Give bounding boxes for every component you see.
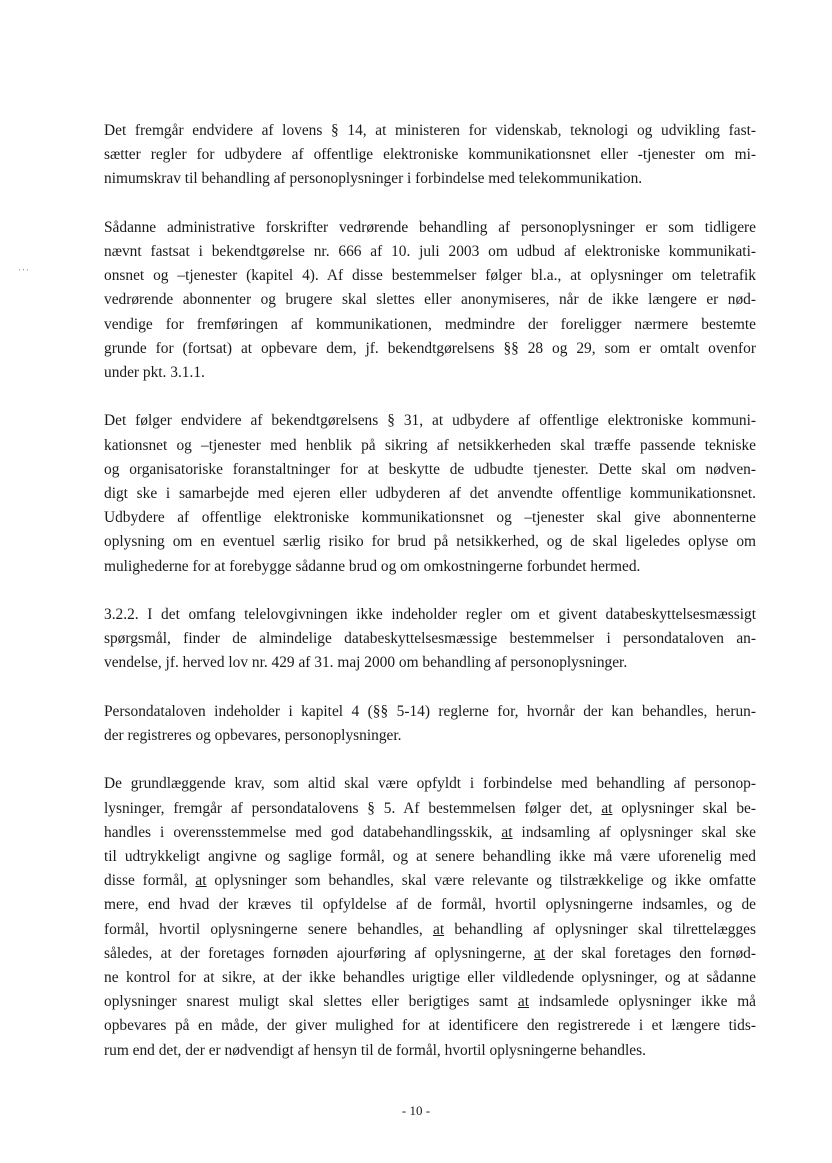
- text-line: Det følger endvidere af bekendtgørelsens § 31, at udbydere af offentlige elektroniske kommuni-: [104, 412, 756, 430]
- text-line: grunde for (fortsat) at opbevare dem, jf. bekendtgørelsens §§ 28 og 29, som er omtalt ovenfor: [104, 339, 756, 357]
- text-line: under pkt. 3.1.1.: [104, 364, 205, 382]
- underlined-at: at: [517, 993, 529, 1011]
- text-line: vendige for fremføringen af kommunikationen, medmindre der foreligger nærmere bestemte: [104, 315, 756, 333]
- text-line: digt ske i samarbejde med ejeren eller udbyderen af det anvendte offentlige kommunikationsnet.: [104, 485, 756, 503]
- paragraph: [104, 119, 756, 192]
- text-line: rum end det, der er nødvendigt af hensyn til de formål, hvortil oplysningerne behandles.: [104, 1041, 646, 1059]
- text-line: mere, end hvad der kræves til opfyldelse af de formål, hvortil oplysningerne indsamles, og de: [104, 896, 756, 914]
- text-line: ne kontrol for at sikre, at der ikke behandles urigtige eller vildledende oplysninger, og at sådanne: [104, 969, 756, 987]
- text-line: handles i overensstemmelse med god databehandlingsskik, at indsamling af oplysninger skal ske: [104, 823, 756, 841]
- scan-speck: ·‧·: [18, 265, 30, 275]
- text-line: vendelse, jf. herved lov nr. 429 af 31. maj 2000 om behandling af personoplysninger.: [104, 654, 628, 672]
- text-line: spørgsmål, finder de almindelige databeskyttelsesmæssige bestemmelser i persondataloven an-: [104, 630, 756, 648]
- text-line: og organisatoriske foranstaltninger for at beskytte de udbudte tjenester. Dette skal om nødven-: [104, 460, 756, 478]
- text-line: oplysninger snarest muligt skal slettes eller berigtiges samt at indsamlede oplysninger ikke må: [104, 993, 756, 1011]
- text-line: vedrørende abonnenter og brugere skal slettes eller anonymiseres, når de ikke længere er nød-: [104, 291, 756, 309]
- underlined-at: at: [601, 799, 613, 817]
- underlined-at: at: [533, 944, 546, 962]
- text-line: disse formål, at oplysninger som behandles, skal være relevante og tilstrækkelige og ikke omfatte: [104, 872, 756, 890]
- text-line: oplysning om en eventuel særlig risiko for brud på netsikkerhed, og de skal ligeledes oplyse om: [104, 533, 756, 551]
- underlined-at: at: [432, 920, 445, 938]
- text-line: formål, hvortil oplysningerne senere behandles, at behandling af oplysninger skal tilrettelægges: [104, 920, 756, 938]
- paragraph: [104, 700, 756, 748]
- text-line: således, at der foretages fornøden ajourføring af oplysningerne, at der skal foretages den fornød-: [104, 944, 756, 962]
- text-line: Udbydere af offentlige elektroniske kommunikationsnet og –tjenester skal give abonnenterne: [104, 509, 756, 527]
- text-line: der registreres og opbevares, personoplysninger.: [104, 727, 402, 745]
- text-line: onsnet og –tjenester (kapitel 4). Af disse bestemmelser følger bl.a., at oplysninger om teletrafik: [104, 267, 756, 285]
- document-body: [104, 119, 756, 1087]
- paragraph: [104, 603, 756, 676]
- text-line: Det fremgår endvidere af lovens § 14, at ministeren for videnskab, teknologi og udvikling fast-: [104, 122, 756, 139]
- paragraph: [104, 216, 756, 385]
- text-line: nævnt fastsat i bekendtgørelse nr. 666 af 10. juli 2003 om udbud af elektroniske kommunikati-: [104, 243, 756, 260]
- text-line: nimumskrav til behandling af personoplysninger i forbindelse med telekommunikation.: [104, 170, 643, 188]
- text-line: mulighederne for at forebygge sådanne brud og om omkostningerne forbundet hermed.: [104, 557, 641, 575]
- text-line: kationsnet og –tjenester med henblik på sikring af netsikkerheden skal træffe passende tekniske: [104, 436, 756, 454]
- text-line: opbevares på en måde, der giver mulighed for at identificere den registrerede i et længere tids-: [104, 1017, 756, 1035]
- text-line: lysninger, fremgår af persondatalovens § 5. Af bestemmelsen følger det, at oplysninger skal be-: [104, 799, 756, 817]
- text-line: sætter regler for udbydere af offentlige elektroniske kommunikationsnet eller -tjenester om mi-: [104, 146, 756, 164]
- underlined-at: at: [501, 823, 513, 841]
- page-number: - 10 -: [401, 1103, 431, 1118]
- text-line: Sådanne administrative forskrifter vedrørende behandling af personoplysninger er som tidligere: [104, 218, 756, 236]
- underlined-at: at: [195, 872, 207, 890]
- text-line: 3.2.2. I det omfang telelovgivningen ikke indeholder regler om et givent databeskyttelsesmæssigt: [104, 606, 756, 624]
- text-line: Persondataloven indeholder i kapitel 4 (§§ 5-14) reglerne for, hvornår der kan behandles, herun-: [104, 702, 756, 720]
- paragraph: [104, 772, 756, 1062]
- paragraph: [104, 409, 756, 578]
- text-line: til udtrykkeligt angivne og saglige formål, og at senere behandling ikke må være uforenelig med: [104, 848, 756, 866]
- text-line: De grundlæggende krav, som altid skal være opfyldt i forbindelse med behandling af personop-: [104, 775, 756, 793]
